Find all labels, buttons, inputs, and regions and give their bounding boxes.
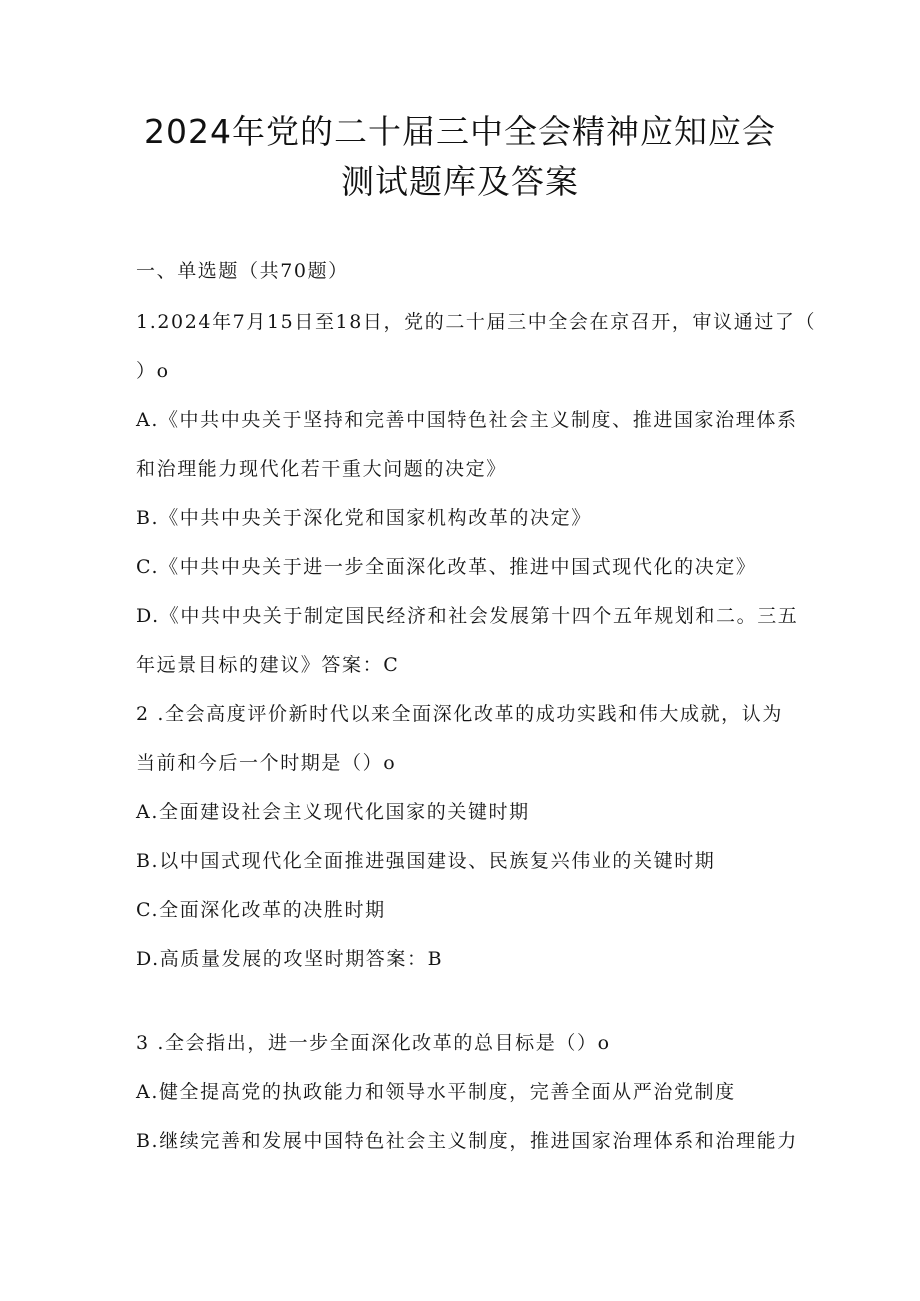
question-2-option-c: C.全面深化改革的决胜时期 [136,899,386,921]
question-2-option-a: A.全面建设社会主义现代化国家的关键时期 [136,801,530,823]
question-1-option-c: C.《中共中央关于进一步全面深化改革、推进中国式现代化的决定》 [136,556,757,578]
question-2-stem-line-1: 2 .全会高度评价新时代以来全面深化改革的成功实践和伟大成就，认为 [136,703,783,725]
question-1-option-a-line-1: A.《中共中央关于坚持和完善中国特色社会主义制度、推进国家治理体系 [136,409,798,431]
question-3-option-b: B.继续完善和发展中国特色社会主义制度，推进国家治理体系和治理能力 [136,1130,798,1152]
question-1-option-b: B.《中共中央关于深化党和国家机构改革的决定》 [136,507,592,529]
document-title-line-1: 2024年党的二十届三中全会精神应知应会 [144,112,776,151]
question-3-option-a: A.健全提高党的执政能力和领导水平制度，完善全面从严治党制度 [136,1081,736,1103]
question-3-stem-line-1: 3 .全会指出，进一步全面深化改革的总目标是（）o [136,1032,611,1054]
question-1-option-d-line-1: D.《中共中央关于制定国民经济和社会发展第十四个五年规划和二。三五 [136,605,799,627]
section-heading: 一、单选题（共70题） [136,260,349,282]
question-2-option-b: B.以中国式现代化全面推进强国建设、民族复兴伟业的关键时期 [136,850,716,872]
question-1-stem-line-2: ）o [136,360,170,382]
question-1-option-a-line-2: 和治理能力现代化若干重大问题的决定》 [136,458,507,480]
question-1-stem-line-1: 1.2024年7月15日至18日，党的二十届三中全会在京召开，审议通过了（ [136,311,817,333]
question-2-option-d: D.高质量发展的攻坚时期答案：B [136,948,444,970]
question-2-stem-line-2: 当前和今后一个时期是（）o [136,752,397,774]
question-1-option-d-line-2: 年远景目标的建议》答案：C [136,654,400,676]
document-title-line-2: 测试题库及答案 [341,162,579,201]
